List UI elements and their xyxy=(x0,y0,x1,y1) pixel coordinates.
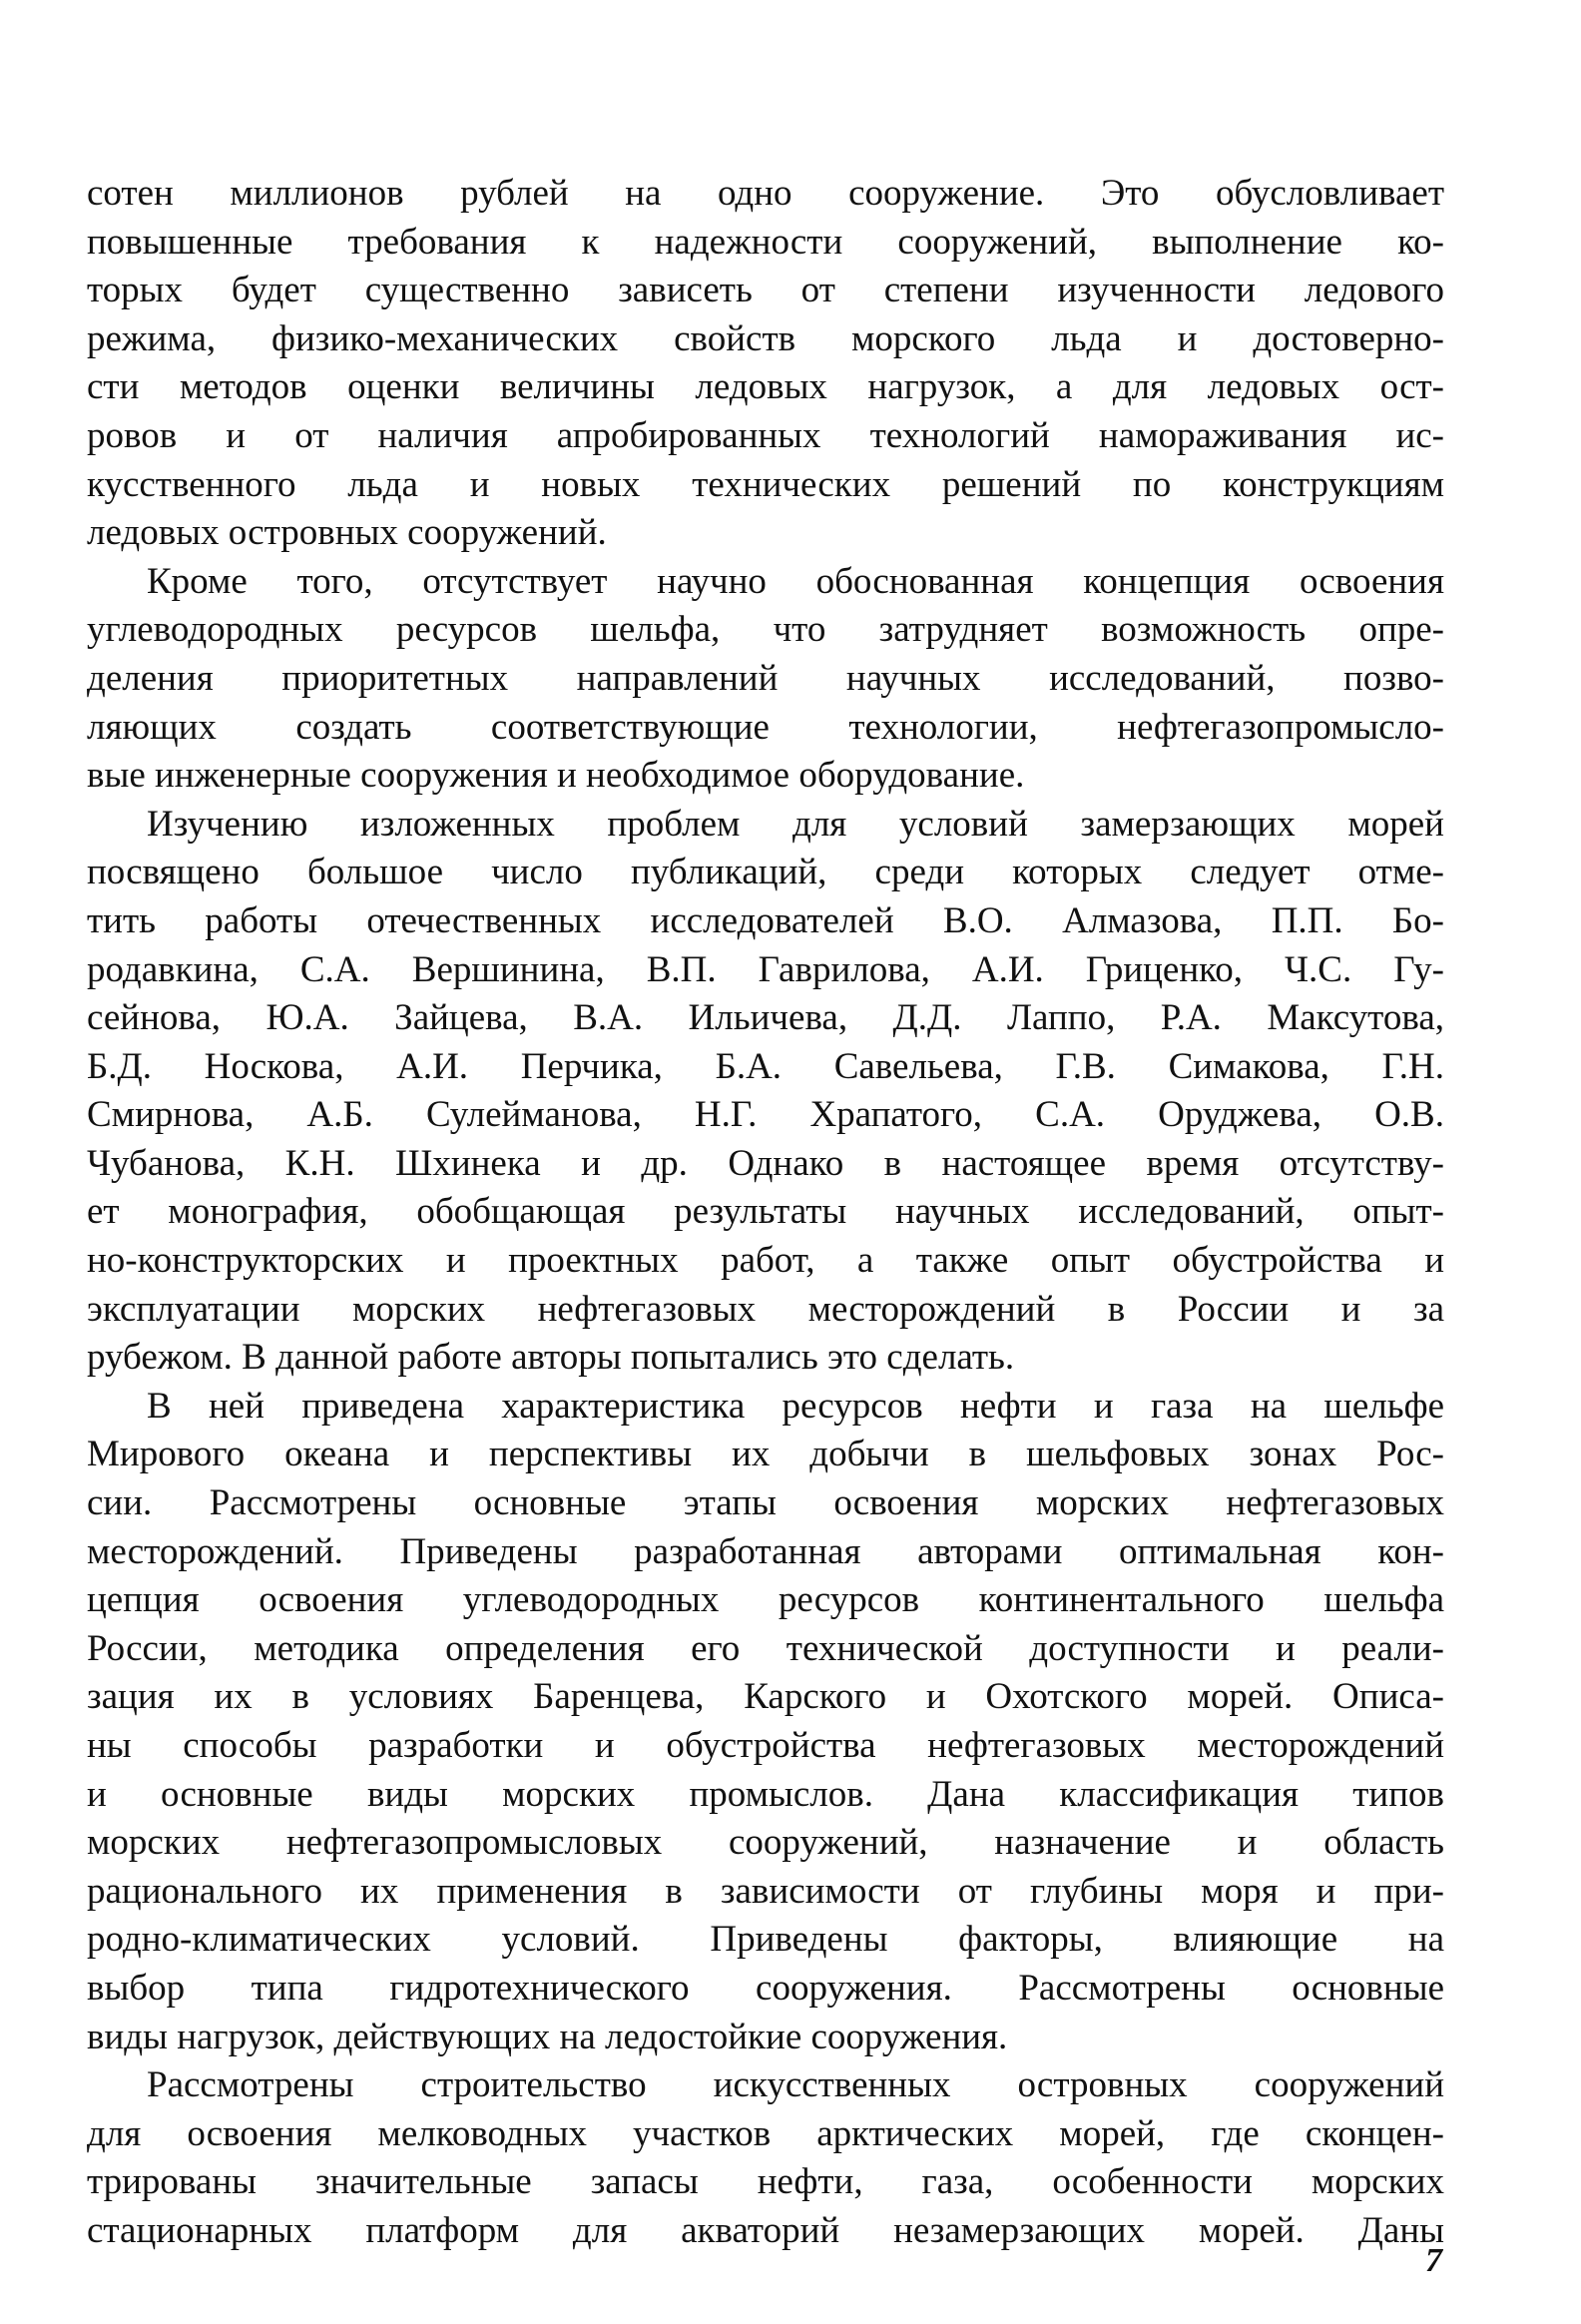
text-line: и основные виды морских промыслов. Дана классификация типов xyxy=(87,1773,1444,1815)
text-line: ледовых островных сооружений. xyxy=(87,512,607,554)
text-line: режима, физико-механических свойств морского льда и достоверно- xyxy=(87,317,1444,359)
text-line: сейнова, Ю.А. Зайцева, В.А. Ильичева, Д.Д. Лаппо, Р.А. Максутова, xyxy=(87,997,1444,1039)
text-line: Мирового океана и перспективы их добычи в шельфовых зонах Рос- xyxy=(87,1434,1444,1475)
text-line: виды нагрузок, действующих на ледостойкие сооружения. xyxy=(87,2016,1008,2057)
text-line: сотен миллионов рублей на одно сооружение. Это обусловливает xyxy=(87,173,1444,214)
text-line: стационарных платформ для акваторий незамерзающих морей. Даны xyxy=(87,2209,1444,2251)
text-line: эксплуатации морских нефтегазовых месторождений в России и за xyxy=(87,1288,1444,1330)
paragraph-2 xyxy=(87,558,1444,801)
text-line: рационального их применения в зависимости от глубины моря и при- xyxy=(87,1870,1444,1912)
text-line: деления приоритетных направлений научных исследований, позво- xyxy=(87,657,1444,699)
text-line: цепция освоения углеводородных ресурсов континентального шельфа xyxy=(87,1579,1444,1621)
text-line: сти методов оценки величины ледовых нагрузок, а для ледовых ост- xyxy=(87,366,1444,408)
text-line: В ней приведена характеристика ресурсов нефти и газа на шельфе xyxy=(147,1385,1444,1427)
text-line: углеводородных ресурсов шельфа, что затрудняет возможность опре- xyxy=(87,609,1444,651)
text-line: повышенные требования к надежности сооружений, выполнение ко- xyxy=(87,221,1444,263)
text-line: кусственного льда и новых технических решений по конструкциям xyxy=(87,463,1444,505)
text-line: вые инженерные сооружения и необходимое оборудование. xyxy=(87,755,1025,797)
text-line: Смирнова, А.Б. Сулейманова, Н.Г. Храпатого, С.А. Оруджева, О.В. xyxy=(87,1094,1444,1136)
text-line: торых будет существенно зависеть от степени изученности ледового xyxy=(87,270,1444,311)
text-line: для освоения мелководных участков арктических морей, где сконцен- xyxy=(87,2112,1444,2154)
text-line: рубежом. В данной работе авторы попытались это сделать. xyxy=(87,1337,1015,1379)
text-line: тить работы отечественных исследователей В.О. Алмазова, П.П. Бо- xyxy=(87,899,1444,941)
text-line: России, методика определения его технической доступности и реали- xyxy=(87,1627,1444,1669)
text-line: родно-климатических условий. Приведены факторы, влияющие на xyxy=(87,1919,1444,1961)
paragraph-3 xyxy=(87,801,1444,1383)
text-line: морских нефтегазопромысловых сооружений, назначение и область xyxy=(87,1822,1444,1864)
text-line: сии. Рассмотрены основные этапы освоения морских нефтегазовых xyxy=(87,1482,1444,1524)
paragraph-4 xyxy=(87,1383,1444,2061)
text-line: месторождений. Приведены разработанная авторами оптимальная кон- xyxy=(87,1530,1444,1572)
text-line: посвящено большое число публикаций, среди которых следует отме- xyxy=(87,852,1444,893)
text-line: Рассмотрены строительство искусственных островных сооружений xyxy=(147,2064,1444,2106)
page-number: 7 xyxy=(1425,2242,1442,2279)
paragraph-1 xyxy=(87,170,1444,558)
text-line: ет монография, обобщающая результаты научных исследований, опыт- xyxy=(87,1191,1444,1233)
text-line: зация их в условиях Баренцева, Карского и Охотского морей. Описа- xyxy=(87,1676,1444,1718)
body-text xyxy=(87,170,1444,2256)
text-line: Кроме того, отсутствует научно обоснованная концепция освоения xyxy=(147,560,1444,602)
text-line: ровов и от наличия апробированных технологий намораживания ис- xyxy=(87,414,1444,456)
text-line: выбор типа гидротехнического сооружения. Рассмотрены основные xyxy=(87,1967,1444,2009)
text-line: Изучению изложенных проблем для условий замерзающих морей xyxy=(147,803,1444,845)
text-line: но-конструкторских и проектных работ, а также опыт обустройства и xyxy=(87,1240,1444,1282)
text-line: Чубанова, К.Н. Шхинека и др. Однако в настоящее время отсутству- xyxy=(87,1142,1444,1184)
paragraph-5 xyxy=(87,2061,1444,2255)
text-line: трированы значительные запасы нефти, газа, особенности морских xyxy=(87,2161,1444,2203)
text-line: родавкина, С.А. Вершинина, В.П. Гаврилова, А.И. Гриценко, Ч.С. Гу- xyxy=(87,948,1444,990)
text-line: ляющих создать соответствующие технологии, нефтегазопромысло- xyxy=(87,706,1444,748)
text-line: Б.Д. Носкова, А.И. Перчика, Б.А. Савельева, Г.В. Симакова, Г.Н. xyxy=(87,1045,1444,1087)
text-line: ны способы разработки и обустройства нефтегазовых месторождений xyxy=(87,1725,1444,1766)
